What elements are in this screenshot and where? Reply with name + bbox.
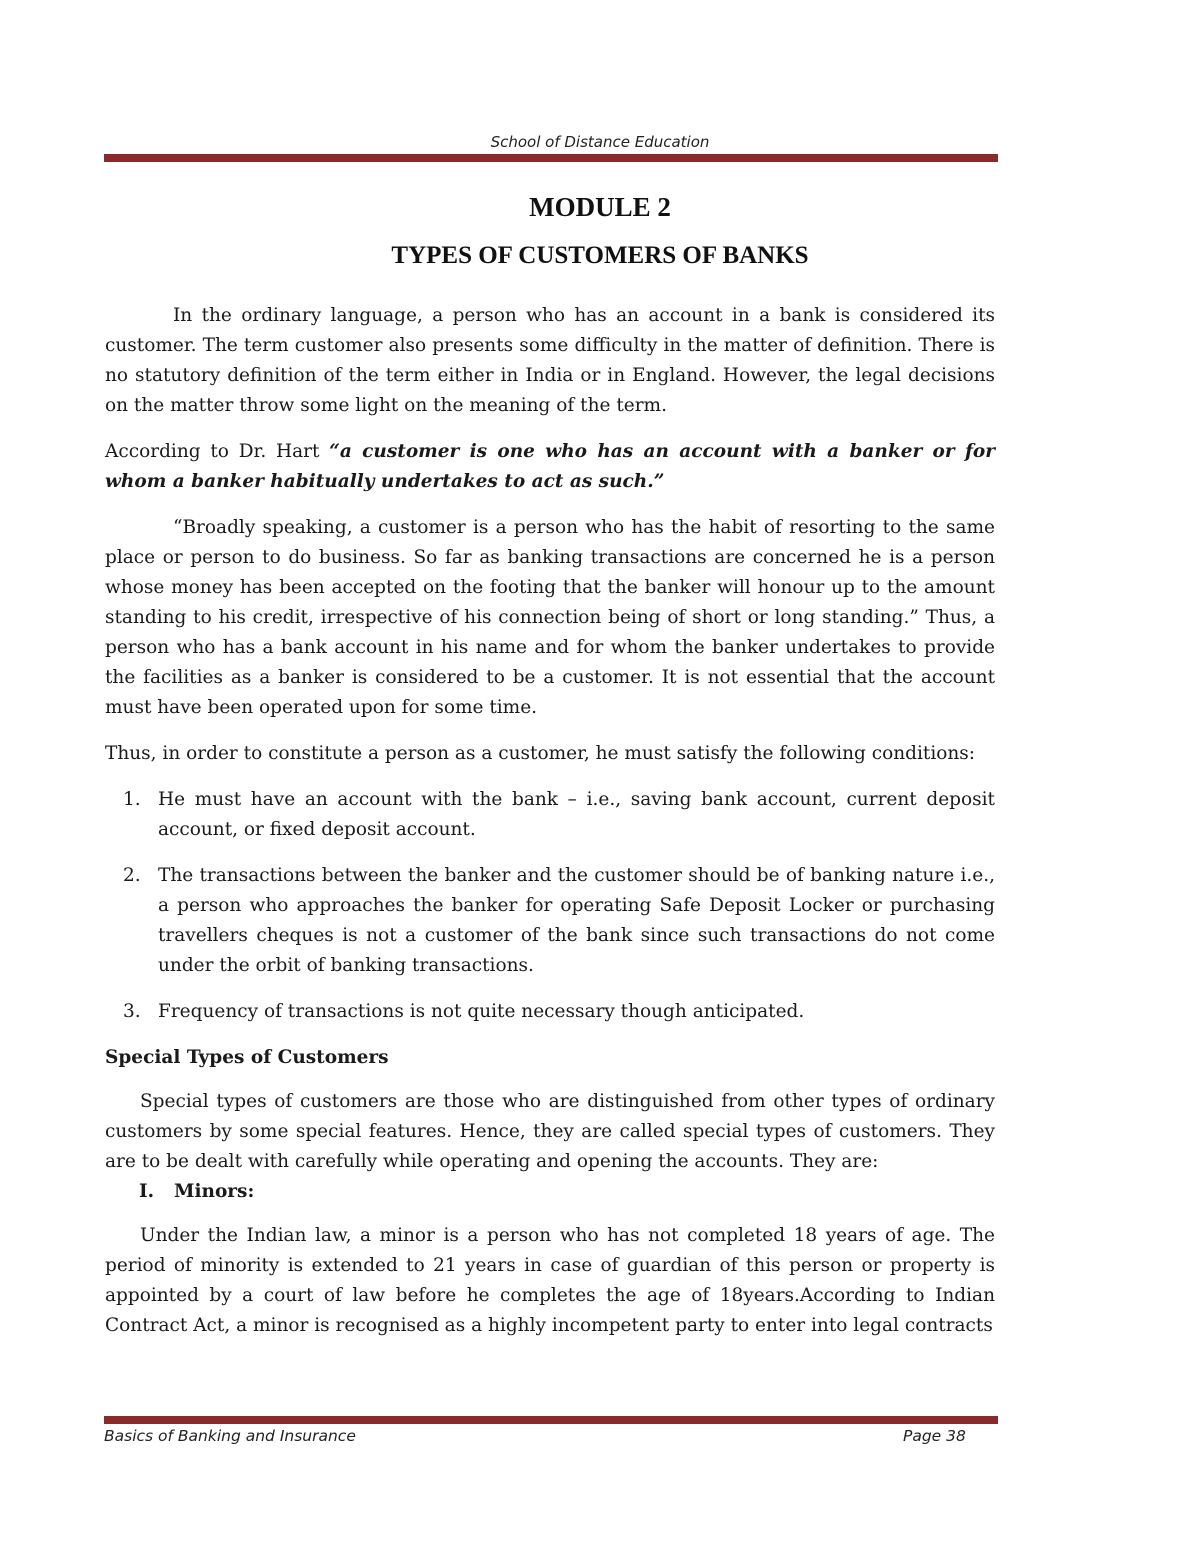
subsection-heading — [105, 1177, 995, 1207]
running-header: School of Distance Education — [490, 133, 710, 151]
list-number: 1. — [123, 789, 141, 810]
paragraph-intro: In the ordinary language, a person who has an account in a bank is considered its customer. The term customer also presents some difficulty in the matter of definition. There is no statutory definition of the term either in India or in England. However, the legal decisions on the matter throw some light on the meaning of the term. — [105, 305, 995, 416]
roman-numeral: I. — [139, 1181, 155, 1202]
list-item — [105, 997, 995, 1027]
paragraph-minors: Under the Indian law, a minor is a person who has not completed 18 years of age. The period of minority is extended to 21 years in case of guardian of this person or property is appointed by a court of law before he completes the age of 18years.According to Indian Contract Act, a minor is recognised as a highly incompetent party to enter into legal contracts — [105, 1225, 995, 1336]
paragraph-conditions-intro: Thus, in order to constitute a person as a customer, he must satisfy the following conditions: — [105, 743, 976, 764]
header-rule — [104, 154, 998, 162]
list-number: 2. — [123, 865, 141, 886]
definition-quote: “a customer is one who has an account with a banker or for whom a banker habitually undertakes to act as such.” — [105, 441, 995, 492]
section-heading: Special Types of Customers — [105, 1047, 389, 1068]
paragraph-definition — [105, 437, 995, 497]
paragraph-special-types: Special types of customers are those who are distinguished from other types of ordinary customers by some special features. Hence, they are called special types of customers. They are to be dealt with carefully while operating and opening the accounts. They are: — [105, 1091, 995, 1172]
body-content — [105, 301, 995, 1341]
footer-rule — [104, 1416, 998, 1424]
chapter-title: TYPES OF CUSTOMERS OF BANKS — [391, 242, 809, 269]
subsection-title: Minors: — [174, 1181, 255, 1202]
page-number: Page 38 — [903, 1427, 966, 1445]
list-text: The transactions between the banker and the customer should be of banking nature i.e., a person who approaches the banker for operating Safe Deposit Locker or purchasing travellers cheques is not a customer of the bank since such transactions do not come under the orbit of banking transactions. — [158, 865, 995, 976]
paragraph-broadly: “Broadly speaking, a customer is a person who has the habit of resorting to the same place or person to do business. So far as banking transactions are concerned he is a person whose money has been accepted on the footing that the banker will honour up to the amount standing to his credit, irrespective of his connection being of short or long standing.” Thus, a person who has a bank account in his name and for whom the banker undertakes to provide the facilities as a banker is considered to be a customer. It is not essential that the account must have been operated upon for some time. — [105, 517, 995, 718]
list-text: Frequency of transactions is not quite necessary though anticipated. — [158, 1001, 805, 1022]
footer-course: Basics of Banking and Insurance — [104, 1427, 356, 1445]
conditions-list — [105, 785, 995, 1027]
list-item — [105, 861, 995, 981]
module-title: MODULE 2 — [529, 192, 671, 222]
list-item — [105, 785, 995, 845]
list-number: 3. — [123, 1001, 141, 1022]
list-text: He must have an account with the bank – i.e., saving bank account, current deposit account, or fixed deposit account. — [158, 789, 995, 840]
definition-lead: According to Dr. Hart — [105, 441, 330, 462]
